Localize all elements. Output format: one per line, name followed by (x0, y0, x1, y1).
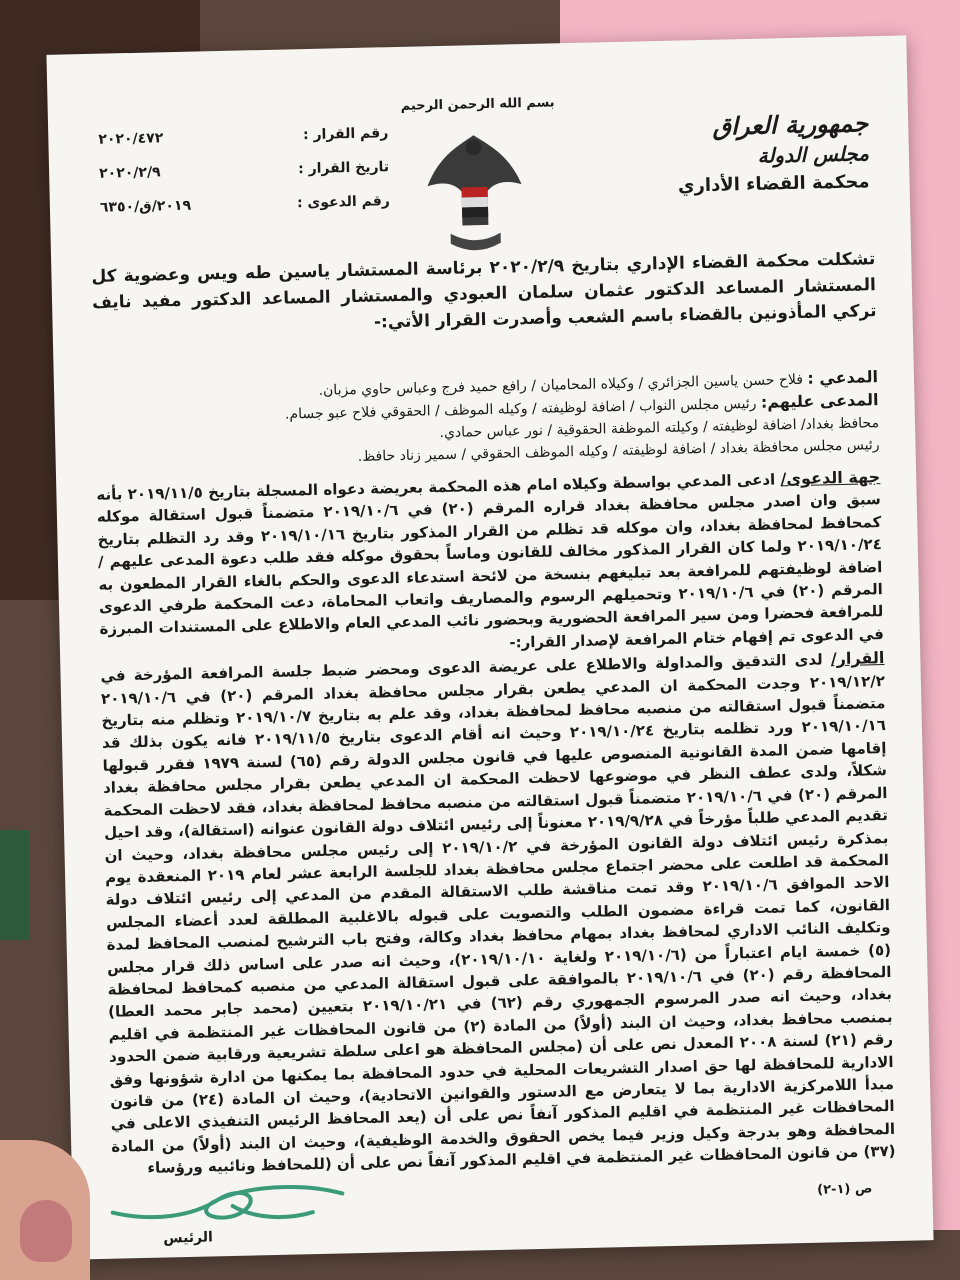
eagle-emblem-icon (418, 124, 531, 266)
issuer-block (638, 108, 870, 197)
decision-date-row (99, 159, 389, 182)
page-number: ص (١-٢) (817, 1181, 873, 1198)
parties-block (94, 366, 880, 474)
case-number-label: رقم الدعوى : (296, 193, 391, 212)
defendant-text-2: محافظ بغداد/ اضافة لوظيفته / وكيلته الموظفة الحقوقية / نور عباس حمادي. (439, 415, 880, 442)
fingernail (20, 1200, 72, 1262)
plaintiff-text: فلاح حسن ياسين الجزائري / وكيلاه المحاميان / رافع حميد فرج وعباس حاوي مزبان. (318, 371, 804, 399)
case-number: ٢٠١٩/ق/٦٣٥٠ (99, 197, 192, 216)
decision-number-label: رقم القرار : (302, 125, 389, 144)
chair-label: الرئيس (163, 1229, 214, 1247)
defendant-text-3: رئيس مجلس محافظة بغداد / اضافة لوظيفته / وكيله الموظف الحقوقي / سمير زناد حافظ. (357, 437, 880, 465)
document-body (96, 466, 896, 1182)
signature-icon (92, 1173, 353, 1239)
republic-title: جمهورية العراق (712, 108, 869, 141)
decision-date: ٢٠٢٠/٢/٩ (98, 164, 161, 182)
green-object (0, 830, 30, 940)
council-title: مجلس الدولة (757, 141, 870, 168)
decision-info (98, 125, 390, 234)
basmala: بسم الله الرحمن الرحيم (400, 95, 555, 114)
court-composition: تشكلت محكمة القضاء الإداري بتاريخ ٢٠٢٠/٢/٩ برئاسة المستشار ياسين طه ويس وعضوية كل المستشار المساعد الدكتور عثمان سلمان العبودي والمستشار المساعد الدكتور مفيد نايف تركي المأذونين بالقضاء باسم الشعب وأصدرت القرار الأتي:- (91, 249, 877, 333)
decision-label: القرار/ (830, 648, 885, 669)
defendant-label: المدعى عليهم: (760, 390, 879, 412)
document-page (46, 35, 933, 1259)
case-number-row (100, 193, 390, 216)
claim-paragraph (96, 466, 884, 663)
decision-date-label: تاريخ القرار : (297, 159, 390, 178)
decision-number-row (98, 125, 388, 148)
decision-text: لدى التدقيق والمداولة والاطلاع على عريضة الدعوى ومحضر ضبط جلسة المرافعة المؤرخة في ٢٠١٩/١٢/٢ وجدت المحكمة ان المدعي يطعن بقرار مجلس محافظة بغداد المرقم (٢٠) في ٢٠١٩/١٠/٦ متضمناً قبول استقالته من منصبه محافظ لمحافظة بغداد، وقد علم به بتاريخ ٢٠١٩/١٠/٧ وتظلم منه بتاريخ ٢٠١٩/١٠/١٦ ورد تظلمه بتاريخ ٢٠١٩/١٠/٢٤ وحيث انه أقام الدعوى بتاريخ ٢٠١٩/١١/٥ فانه يكون بذلك قد إقامها ضمن المدة القانونية المنصوص عليها في قانون مجلس الدولة رقم (٦٥) لسنة ١٩٧٩ فقرر قبولها شكلاً، ولدى عطف النظر في موضوعها لاحظت المحكمة ان المدعي يطعن بقرار مجلس محافظة بغداد المرقم (٢٠) في ٢٠١٩/١٠/٦ متضمناً قبول استقالته من منصبه محافظ لمحافظة بغداد، فقد لاحظت المحكمة تقديم المدعي طلباً مؤرخاً في ٢٠١٩/٩/٢٨ معنوناً إلى رئيس ائتلاف دولة القانون عنوانه (استقالة)، وقد احيل بمذكرة رئيس ائتلاف دولة القانون المؤرخة في ٢٠١٩/١٠/٢ إلى رئيس مجلس محافظة بغداد، وحيث ان المحكمة قد اطلعت على محضر اجتماع مجلس محافظة بغداد للجلسة الرابعة عشر لعام ٢٠١٩ المنعقدة يوم الاحد الموافق ٢٠١٩/١٠/٦ وقد تمت مناقشة طلب الاستقالة المقدم من المدعي إلى رئيس ائتلاف دولة القانون، كما تمت قراءة مضمون الطلب والتصويت على قبوله بالاغلبية المطلقة لعدد أعضاء المجلس وتكليف النائب الاداري لمحافظ بغداد بمهام محافظ بغداد وكالة، وفتح باب الترشيح لمنصب المحافظ لمدة (٥) خمسة ايام اعتباراً من (٢٠١٩/١٠/٦ ولغاية ٢٠١٩/١٠/١٠)، وحيث انه صدر على اساس ذلك قرار مجلس المحافظة رقم (٢٠) في ٢٠١٩/١٠/٦ بالموافقة على قبول استقالة المدعي من منصبه كمحافظ لمحافظة بغداد، وحيث انه صدر المرسوم الجمهوري رقم (٦٢) في ٢٠١٩/١٠/٢١ بتعيين (محمد جابر محمد العطا) بمنصب محافظ بغداد، وحيث ان البند (أولاً) من المادة (٢) من قانون المحافظات غير المنتظمة في اقليم رقم (٢١) لسنة ٢٠٠٨ المعدل نص على أن (مجلس المحافظة هو اعلى سلطة تشريعية ورقابية ضمن الحدود الادارية للمحافظة لها حق اصدار التشريعات المحلية في حدود المحافظة بما يمكنها من ادارة شؤونها وفق مبدأ اللامركزية الادارية بما لا يتعارض مع الدستور والقوانين الاتحادية)، وحيث ان المادة (٢٤) من قانون المحافظات غير المنتظمة في اقليم المذكور آنفاً نص على أن (يعد المحافظ الرئيس التنفيذي الاعلى في المحافظة وهو بدرجة وكيل وزير فيما يخص الحقوق والخدمة الوظيفية)، وحيث ان البند (أولاً) من المادة (٣٧) من قانون المحافظات غير المنتظمة في اقليم المذكور آنفاً نص على أن (للمحافظ ونائبيه ورؤساء (100, 650, 896, 1178)
decision-paragraph (100, 647, 895, 1180)
defendant-text-1: رئيس مجلس النواب / اضافة لوظيفته / وكيله الموظف / الحقوقي فلاح عبو جسام. (284, 395, 757, 423)
claim-text: ادعى المدعي بواسطة وكيلاه امام هذه المحكمة بعريضة دعواه المسجلة بتاريخ ٢٠١٩/١١/٥ بأنه سبق وان اصدر مجلس محافظة بغداد قراره المرقم (٢٠) في ٢٠١٩/١٠/٦ متضمناً قبول استقالة موكله كمحافظ لمحافظة بغداد، وان موكله قد تظلم من القرار المذكور بتاريخ ٢٠١٩/١٠/١٦ وقد رد التظلم بتاريخ ٢٠١٩/١٠/٢٤ ولما كان القرار المذكور مخالف للقانون وماساً بحقوق موكله فقد طلب دعوة المدعى عليهم / اضافة لوظيفتهم للمرافعة بعد تبليغهم بنسخة من لائحة استدعاء الدعوى والحكم بالغاء القرار المطعون به المرقم (٢٠) في ٢٠١٩/١٠/٦ وتحميلهم الرسوم والمصاريف واتعاب المحاماة، دعت المحكمة طرفي الدعوى للمرافعة فحضرا ومن سير المرافعة الحضورية وبحضور نائب المدعي العام والاطلاع على المستندات المبرزة في الدعوى تم إفهام ختام المرافعة لإصدار القرار:- (96, 470, 884, 652)
decision-number: ٢٠٢٠/٤٧٢ (98, 130, 164, 148)
claim-label: جهة الدعوى/ (780, 467, 881, 489)
court-title: محكمة القضاء الأداري (677, 171, 870, 197)
plaintiff-label: المدعي : (807, 367, 879, 388)
